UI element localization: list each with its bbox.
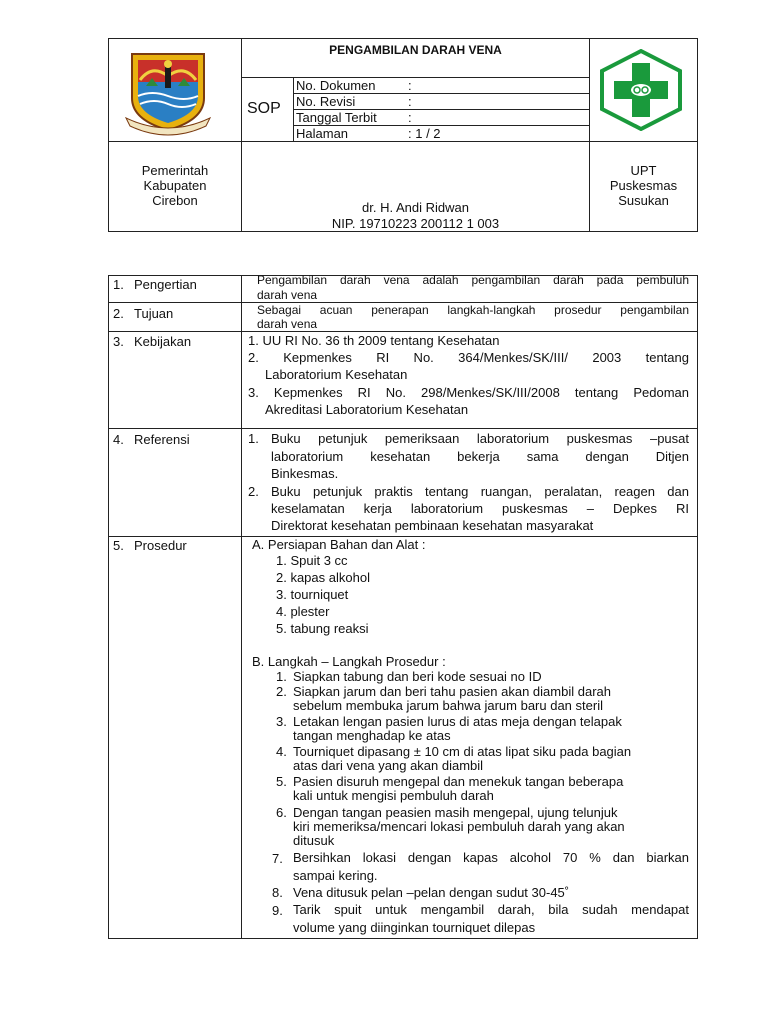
step-text: volume yang diinginkan tourniquet dilepas (293, 920, 536, 935)
prosedur-a-item: 5. tabung reaksi (276, 621, 369, 636)
tujuan-text-line1: Sebagai acuan penerapan langkah-langkah prosedur pengambilan (257, 303, 689, 317)
row-tujuan-label: Tujuan (134, 306, 174, 321)
prosedur-a-title: A. Persiapan Bahan dan Alat : (252, 537, 426, 552)
kebijakan-item-3b: Akreditasi Laboratorium Kesehatan (265, 402, 469, 417)
step-num: 8. (272, 885, 283, 900)
prosedur-a-item: 4. plester (276, 604, 330, 619)
step-text: kali untuk mengisi pembuluh darah (293, 788, 494, 803)
field-tanggal-terbit-value: : (408, 110, 412, 125)
referensi-1-line-a: Buku petunjuk pemeriksaan laboratorium puskesmas –pusat (271, 431, 689, 446)
right-org-line3: Susukan (618, 193, 669, 208)
tujuan-text-line2: darah vena (257, 317, 318, 331)
left-org-line1: Pemerintah (141, 163, 209, 178)
field-tanggal-terbit: Tanggal Terbit (296, 110, 377, 125)
kebijakan-item-1: 1. UU RI No. 36 th 2009 tentang Kesehatan (248, 333, 500, 348)
step-text: Pasien disuruh mengepal dan menekuk tangan beberapa (293, 774, 624, 789)
row-pengertian-label: Pengertian (134, 277, 197, 292)
row-tujuan-num: 2. (113, 306, 124, 321)
step-text: tangan menghadap ke atas (293, 728, 451, 743)
step-text: Bersihkan lokasi dengan kapas alcohol 70 % dan biarkan (293, 850, 689, 865)
step-num: 2. (276, 684, 287, 699)
signer-nip: NIP. 19710223 200112 1 003 (331, 216, 500, 231)
field-halaman-value: : 1 / 2 (408, 126, 441, 141)
signer-name: dr. H. Andi Ridwan (362, 200, 469, 215)
referensi-2-num: 2. (248, 484, 259, 499)
step-text: Tarik spuit untuk mengambil darah, bila sudah mendapat (293, 902, 689, 917)
puskesmas-logo (596, 49, 686, 131)
kebijakan-item-2a: 2. Kepmenkes RI No. 364/Menkes/SK/III/ 2003 tentang (248, 350, 689, 365)
prosedur-a-item: 1. Spuit 3 cc (276, 553, 348, 568)
regency-logo (122, 46, 214, 138)
row-kebijakan-num: 3. (113, 334, 124, 349)
left-org-line2: Kabupaten (143, 178, 207, 193)
pengertian-text-line2: darah vena (257, 288, 318, 302)
row-prosedur-label: Prosedur (134, 538, 187, 553)
row-referensi-label: Referensi (134, 432, 190, 447)
step-text: ditusuk (293, 833, 335, 848)
prosedur-a-item: 2. kapas alkohol (276, 570, 370, 585)
step-text: atas dari vena yang akan diambil (293, 758, 484, 773)
kebijakan-item-2b: Laboratorium Kesehatan (265, 367, 408, 382)
referensi-2-line-c: Direktorat kesehatan pembinaan kesehatan masyarakat (271, 518, 594, 533)
step-text: Letakan lengan pasien lurus di atas meja dengan telapak (293, 714, 622, 729)
step-text: sebelum membuka jarum bahwa jarum baru dan steril (293, 698, 603, 713)
pengertian-text-line1: Pengambilan darah vena adalah pengambilan darah pada pembuluh (257, 273, 689, 287)
row-referensi-num: 4. (113, 432, 124, 447)
referensi-2-line-a: Buku petunjuk praktis tentang ruangan, peralatan, reagen dan (271, 484, 689, 499)
row-kebijakan-label: Kebijakan (134, 334, 192, 349)
right-org-line1: UPT (630, 163, 657, 178)
row-pengertian-num: 1. (113, 277, 124, 292)
step-text: Vena ditusuk pelan –pelan dengan sudut 30-45˚ (293, 885, 570, 900)
prosedur-b-title: B. Langkah – Langkah Prosedur : (252, 654, 446, 669)
step-num: 1. (276, 669, 287, 684)
prosedur-a-item: 3. tourniquet (276, 587, 349, 602)
step-num: 9. (272, 903, 283, 918)
step-num: 3. (276, 714, 287, 729)
row-prosedur-num: 5. (113, 538, 124, 553)
step-text: kiri memeriksa/mencari lokasi pembuluh darah yang akan (293, 819, 625, 834)
field-no-revisi-value: : (408, 94, 412, 109)
field-halaman: Halaman (296, 126, 349, 141)
referensi-1-line-b: laboratorium kesehatan bekerja sama dengan Ditjen (271, 449, 689, 464)
step-num: 5. (276, 774, 287, 789)
referensi-2-line-b: keselamatan kerja laboratorium puskesmas – Depkes RI (271, 501, 689, 516)
field-no-revisi: No. Revisi (296, 94, 356, 109)
referensi-1-line-c: Binkesmas. (271, 466, 339, 481)
kebijakan-item-3a: 3. Kepmenkes RI No. 298/Menkes/SK/III/2008 tentang Pedoman (248, 385, 689, 400)
document-title: PENGAMBILAN DARAH VENA (329, 43, 502, 57)
field-no-dokumen: No. Dokumen (296, 78, 376, 93)
step-text: Tourniquet dipasang ± 10 cm di atas lipat siku pada bagian (293, 744, 632, 759)
step-num: 4. (276, 744, 287, 759)
step-text: sampai kering. (293, 868, 378, 883)
step-text: Siapkan jarum dan beri tahu pasien akan diambil darah (293, 684, 611, 699)
step-num: 7. (272, 851, 283, 866)
left-org-line3: Cirebon (152, 193, 198, 208)
sop-label: SOP (247, 100, 281, 117)
step-text: Dengan tangan peasien masih mengepal, ujung telunjuk (293, 805, 618, 820)
referensi-1-num: 1. (248, 431, 259, 446)
field-no-dokumen-value: : (408, 78, 412, 93)
right-org-line2: Puskesmas (609, 178, 678, 193)
step-num: 6. (276, 805, 287, 820)
step-text: Siapkan tabung dan beri kode sesuai no ID (293, 669, 542, 684)
